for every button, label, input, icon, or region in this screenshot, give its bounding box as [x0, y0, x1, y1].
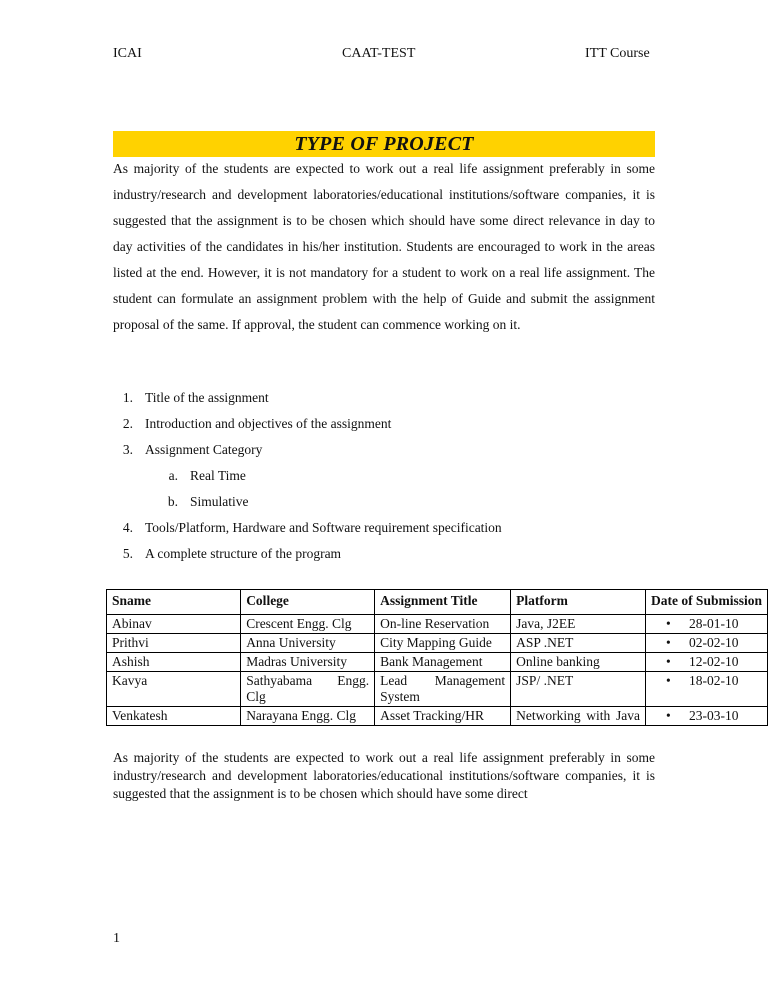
list-subitem-letter: b. — [167, 494, 178, 509]
cell-college: Anna University — [241, 634, 375, 653]
bullet-icon: • — [665, 673, 671, 688]
list-item-text: Introduction and objectives of the assignment — [145, 416, 392, 431]
table-row — [107, 634, 768, 653]
outro-paragraph: As majority of the students are expected to work out a real life assignment preferably in some industry/research and development laboratories/educational institutions/software companies, it is suggested that the assignment is to be chosen which should have some direct — [113, 750, 655, 801]
header-left-text: ICAI — [113, 46, 142, 61]
page-title: TYPE OF PROJECT — [294, 133, 474, 155]
list-item-text: A complete structure of the program — [145, 546, 342, 561]
list-item-number: 1. — [122, 390, 133, 405]
cell-date — [645, 707, 767, 726]
list-item-number: 2. — [122, 416, 133, 431]
table-row — [107, 653, 768, 672]
intro-paragraph: As majority of the students are expected to work out a real life assignment preferably in some industry/research and development laboratories/educational institutions/software companies, it is suggested that the assignment is to be chosen which should have some direct relevance in day to day activities of the candidates in his/her institution. Students are encouraged to work in the areas listed at the end. However, it is not mandatory for a student to work on a real life assignment. The student can formulate an assignment problem with the help of Guide and submit the assignment proposal of the same. If approval, the student can commence working on it. — [113, 161, 655, 332]
bullet-icon: • — [665, 654, 671, 669]
list-subitem-text: Simulative — [190, 494, 249, 509]
list-item-text: Title of the assignment — [145, 390, 269, 405]
cell-date — [645, 615, 767, 634]
cell-sname: Prithvi — [107, 634, 241, 653]
cell-assignment-title: Bank Management — [375, 653, 511, 672]
cell-sname: Ashish — [107, 653, 241, 672]
cell-sname: Abinav — [107, 615, 241, 634]
cell-sname: Venkatesh — [107, 707, 241, 726]
list-item-number: 4. — [122, 520, 133, 535]
title-banner — [113, 131, 655, 157]
list-item-text: Assignment Category — [145, 442, 263, 457]
cell-assignment-title: On-line Reservation — [375, 615, 511, 634]
cell-college: Crescent Engg. Clg — [241, 615, 375, 634]
cell-platform: JSP/ .NET — [511, 672, 646, 707]
cell-date — [645, 634, 767, 653]
cell-college: Sathyabama Engg. Clg — [241, 672, 375, 707]
cell-date — [645, 653, 767, 672]
cell-platform: Java, J2EE — [511, 615, 646, 634]
date-text: 28-01-10 — [688, 616, 739, 631]
page-number: 1 — [113, 931, 120, 946]
cell-assignment-title: Asset Tracking/HR — [375, 707, 511, 726]
list-item-text: Tools/Platform, Hardware and Software requirement specification — [145, 520, 502, 535]
cell-assignment-title: City Mapping Guide — [375, 634, 511, 653]
date-text: 02-02-10 — [688, 635, 739, 650]
cell-college: Madras University — [241, 653, 375, 672]
column-header-assignment-title: Assignment Title — [375, 590, 511, 615]
cell-platform: ASP .NET — [511, 634, 646, 653]
date-text: 18-02-10 — [688, 673, 739, 688]
submissions-table — [106, 589, 768, 726]
cell-platform: Online banking — [511, 653, 646, 672]
column-header-sname: Sname — [107, 590, 241, 615]
cell-platform: Networking with Java — [511, 707, 646, 726]
list-item-number: 3. — [122, 442, 133, 457]
header-right-text: ITT Course — [585, 46, 650, 61]
cell-sname: Kavya — [107, 672, 241, 707]
list-subitem-text: Real Time — [190, 468, 246, 483]
list-subitem-letter: a. — [168, 468, 178, 483]
bullet-icon: • — [665, 635, 671, 650]
list-item-number: 5. — [122, 546, 133, 561]
table-row — [107, 672, 768, 707]
date-text: 23-03-10 — [688, 708, 739, 723]
date-text: 12-02-10 — [688, 654, 739, 669]
cell-assignment-title: Lead Management System — [375, 672, 511, 707]
bullet-icon: • — [665, 708, 671, 723]
column-header-date-of-submission: Date of Submission — [645, 590, 767, 615]
table-row — [107, 615, 768, 634]
table-row — [107, 707, 768, 726]
cell-date — [645, 672, 767, 707]
column-header-college: College — [241, 590, 375, 615]
cell-college: Narayana Engg. Clg — [241, 707, 375, 726]
table-header-row — [107, 590, 768, 615]
bullet-icon: • — [665, 616, 671, 631]
header-center-text: CAAT-TEST — [342, 46, 416, 61]
column-header-platform: Platform — [511, 590, 646, 615]
